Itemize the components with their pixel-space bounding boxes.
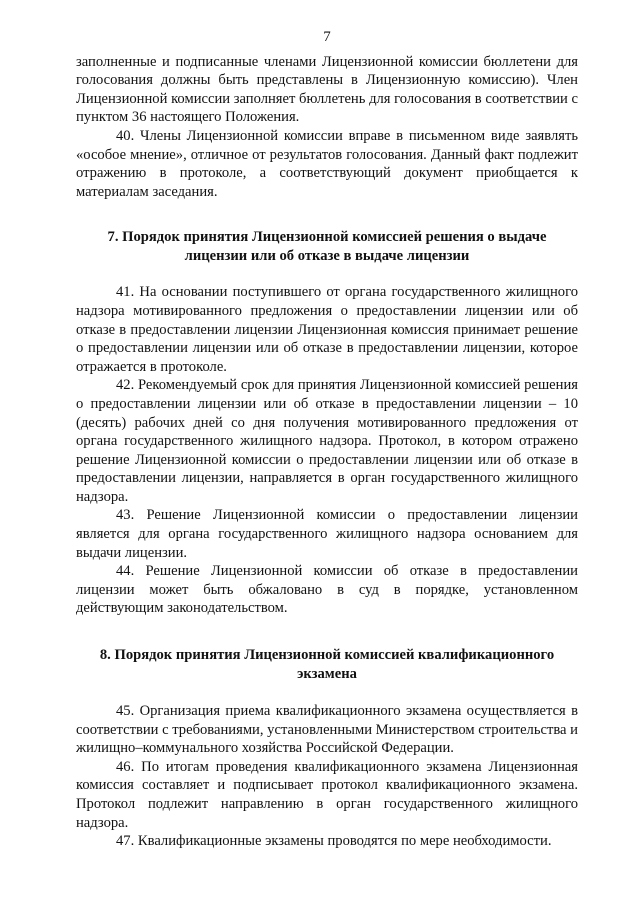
- section-7-heading-line1: 7. Порядок принятия Лицензионной комиссией решения о выдаче: [107, 229, 547, 246]
- paragraph-40: 40. Члены Лицензионной комиссии вправе в письменном виде заявлять «особое мнение», отличное от результатов голосования. Данный факт подлежит отражению в протоколе, а соответствующий документ приобщается к материалам заседания.: [76, 127, 578, 200]
- paragraph-42: 42. Рекомендуемый срок для принятия Лицензионной комиссией решения о предоставлении лицензии или об отказе в предоставлении лицензии – 10 (десять) рабочих дней со дня получения мотивированного предложения от органа государственного жилищного надзора. Протокол, в котором отражено решение Лицензионной комиссии о предоставлении лицензии или об отказе в предоставлении лицензии, направляется в орган государственного жилищного надзора.: [76, 377, 578, 505]
- section-8-heading-line2: экзамена: [297, 666, 357, 683]
- paragraph-continuation: заполненные и подписанные членами Лицензионной комиссии бюллетени для голосования должны быть представлены в Лицензионную комиссию). Член Лицензионной комиссии заполняет бюллетень для голосования в соответствии с пунктом 36 настоящего Положения.: [76, 53, 578, 126]
- section-8-heading: [76, 646, 578, 684]
- section-8-heading-line1: 8. Порядок принятия Лицензионной комиссией квалификационного: [99, 647, 555, 664]
- section-7-heading: [76, 228, 578, 266]
- paragraph-44: 44. Решение Лицензионной комиссии об отказе в предоставлении лицензии может быть обжаловано в суд в порядке, установленном действующим законодательством.: [76, 563, 578, 617]
- page-number: 7: [323, 29, 331, 45]
- section-7-heading-line2: лицензии или об отказе в выдаче лицензии: [184, 248, 470, 265]
- paragraph-45: 45. Организация приема квалификационного экзамена осуществляется в соответствии с требованиями, установленными Министерством строительства и жилищно–коммунального хозяйства Российской Федерации.: [76, 703, 578, 757]
- paragraph-47: 47. Квалификационные экзамены проводятся по мере необходимости.: [116, 833, 552, 850]
- document-page: [76, 28, 578, 851]
- paragraph-46: 46. По итогам проведения квалификационного экзамена Лицензионная комиссия составляет и подписывает протокол квалификационного экзамена. Протокол подлежит направлению в орган государственного жилищного надзора.: [76, 758, 578, 831]
- paragraph-43: 43. Решение Лицензионной комиссии о предоставлении лицензии является для органа государственного жилищного надзора основанием для выдачи лицензии.: [76, 507, 578, 561]
- paragraph-41: 41. На основании поступившего от органа государственного жилищного надзора мотивированного предложения о предоставлении лицензии или об отказе в предоставлении лицензии Лицензионная комиссия принимает решение о предоставлении лицензии или об отказе в предоставлении лицензии, которое отражается в протоколе.: [76, 284, 578, 375]
